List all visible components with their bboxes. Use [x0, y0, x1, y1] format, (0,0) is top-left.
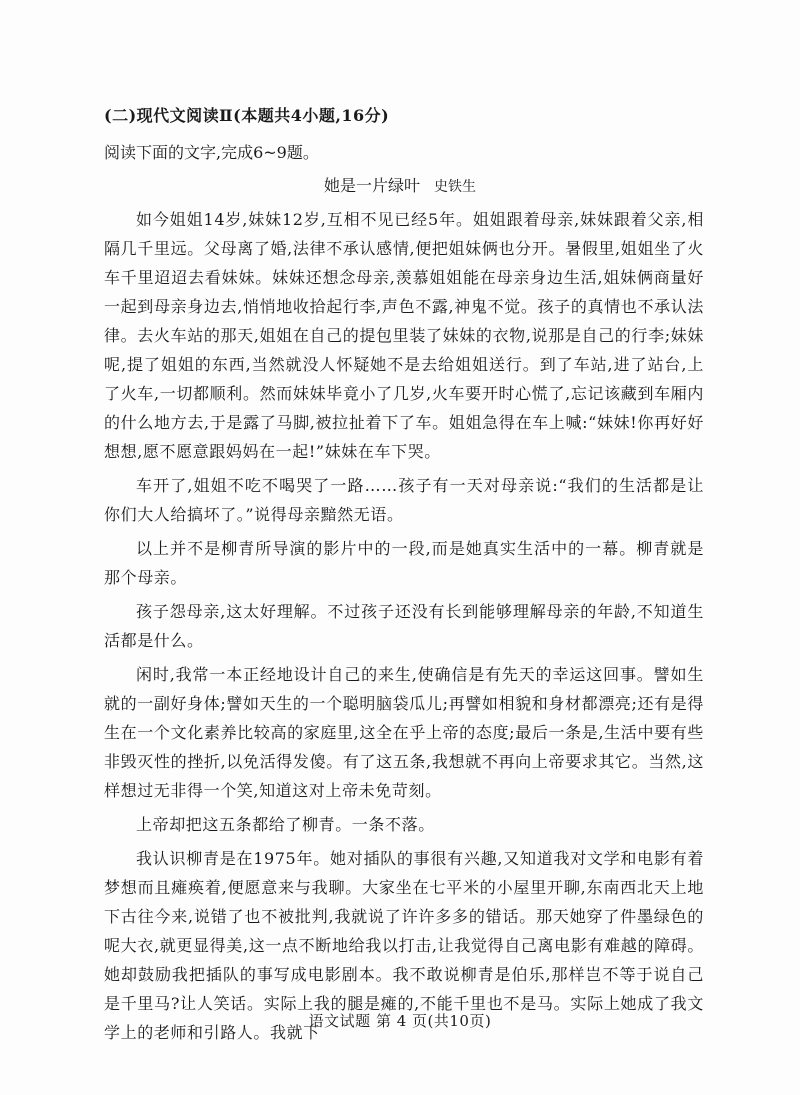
article-body [104, 205, 704, 1052]
paragraph-2: 车开了,姐姐不吃不喝哭了一路……孩子有一天对母亲说:“我们的生活都是让你们大人给搞坏了。”说得母亲黯然无语。 [104, 476, 704, 524]
paragraph-5: 闲时,我常一本正经地设计自己的来生,使确信是有先天的幸运这回事。譬如生就的一副好身体;譬如天生的一个聪明脑袋瓜儿;再譬如相貌和身材都漂亮;还有是得生在一个文化素养比较高的家庭里,这全在乎上帝的态度;最后一条是,生活中要有些非毁灭性的挫折,以免活得发傻。有了这五条,我想就不再向上帝要求其它。当然,这样想过无非得一个笑,知道这对上帝未免苛刻。 [104, 665, 704, 800]
page-footer: 语文试题 第 4 页(共10页) [308, 1012, 492, 1030]
reading-instruction: 阅读下面的文字,完成6~9题。 [104, 143, 319, 162]
article-title: 她是一片绿叶 [323, 176, 420, 195]
paragraph-4: 孩子怨母亲,这太好理解。不过孩子还没有长到能够理解母亲的年龄,不知道生活都是什么。 [104, 602, 704, 650]
paragraph-3: 以上并不是柳青所导演的影片中的一段,而是她真实生活中的一幕。柳青就是那个母亲。 [104, 539, 704, 587]
article-title-row [0, 173, 800, 196]
paragraph-1: 如今姐姐14岁,妹妹12岁,互相不见已经5年。姐姐跟着母亲,妹妹跟着父亲,相隔几千里远。父母离了婚,法律不承认感情,便把姐妹俩也分开。暑假里,姐姐坐了火车千里迢迢去看妹妹。妹妹还想念母亲,羡慕姐姐能在母亲身边生活,姐妹俩商量好一起到母亲身边去,悄悄地收拾起行李,声色不露,神鬼不觉。孩子的真情也不承认法律。去火车站的那天,姐姐在自己的提包里装了妹妹的衣物,说那是自己的行李;妹妹呢,提了姐姐的东西,当然就没人怀疑她不是去给姐姐送行。到了车站,进了站台,上了火车,一切都顺利。然而妹妹毕竟小了几岁,火车要开时心慌了,忘记该藏到车厢内的什么地方去,于是露了马脚,被拉扯着下了车。姐姐急得在车上喊:“妹妹!你再好好想想,愿不愿意跟妈妈在一起!”妹妹在车下哭。 [104, 210, 704, 461]
paragraph-6: 上帝却把这五条都给了柳青。一条不落。 [136, 815, 435, 834]
paragraph-7: 我认识柳青是在1975年。她对插队的事很有兴趣,又知道我对文学和电影有着梦想而且瘫痪着,便愿意来与我聊。大家坐在七平米的小屋里开聊,东南西北天上地下古往今来,说错了也不被批判,我就说了许许多多的错话。那天她穿了件墨绿色的呢大衣,就更显得美,这一点不断地给我以打击,让我觉得自己离电影有难越的障碍。她却鼓励我把插队的事写成电影剧本。我不敢说柳青是伯乐,那样岂不等于说自己是千里马?让人笑话。实际上我的腿是瘫的,不能千里也不是马。实际上她成了我文学上的老师和引路人。我就下 [104, 849, 704, 1042]
article-author: 史铁生 [434, 179, 476, 195]
section-header: (二)现代文阅读Ⅱ(本题共4小题,16分) [104, 106, 390, 125]
